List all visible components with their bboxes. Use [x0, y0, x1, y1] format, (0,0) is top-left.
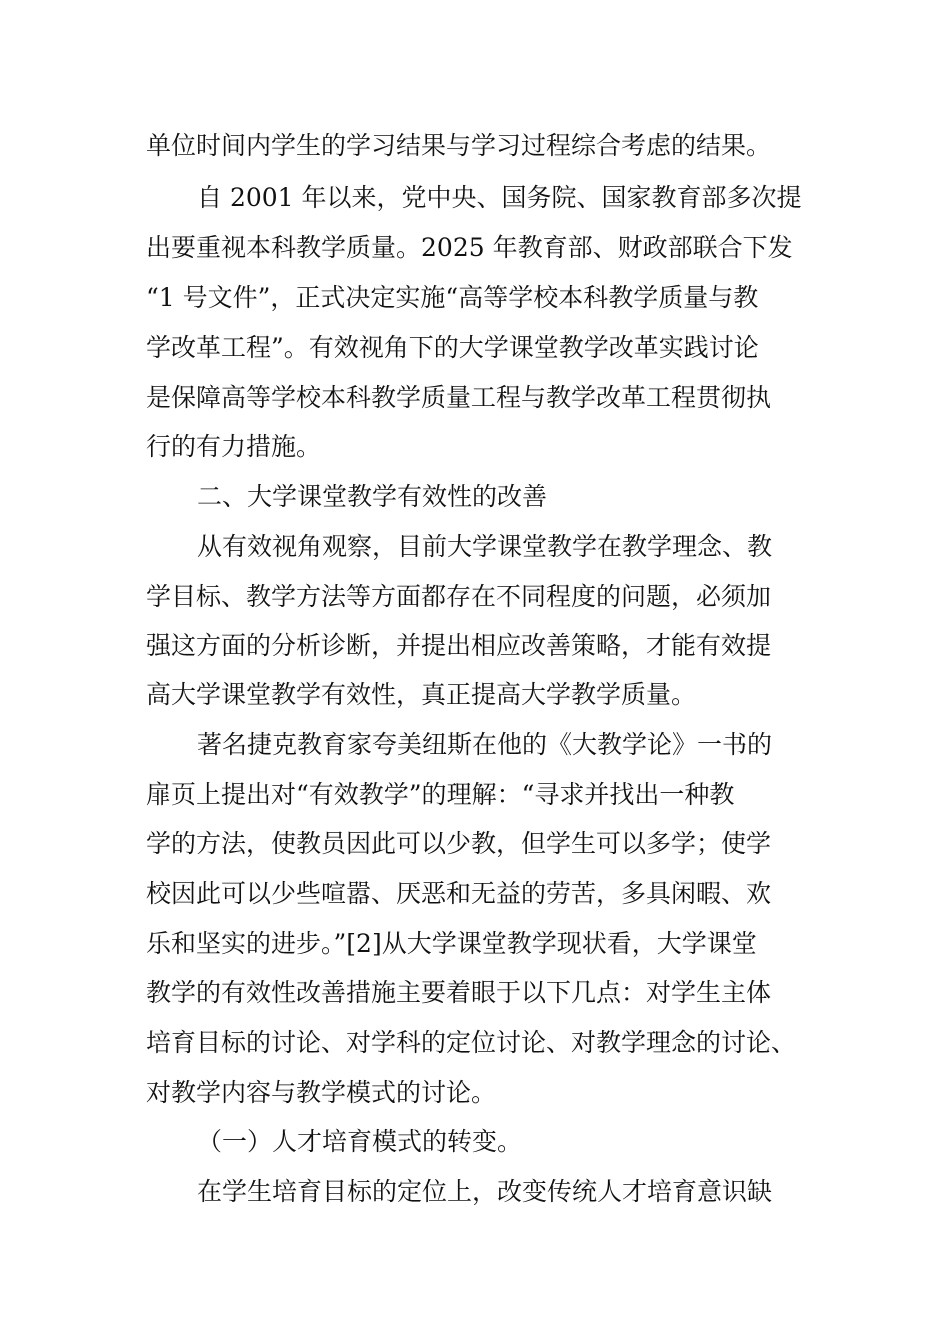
paragraph-line: 乐和坚实的进步。”[2]从大学课堂教学现状看，大学课堂 [146, 929, 757, 958]
paragraph-line: 从有效视角观察，目前大学课堂教学在教学理念、教 [197, 532, 773, 561]
paragraph-line: 教学的有效性改善措施主要着眼于以下几点：对学生主体 [146, 978, 772, 1007]
paragraph-line: 强这方面的分析诊断，并提出相应改善策略，才能有效提 [146, 631, 772, 660]
paragraph-line: 学改革工程”。有效视角下的大学课堂教学改革实践讨论 [146, 333, 759, 362]
paragraph-line: 高大学课堂教学有效性，真正提高大学教学质量。 [146, 680, 697, 709]
paragraph-line: 行的有力措施。 [146, 432, 322, 461]
paragraph-line: 在学生培育目标的定位上，改变传统人才培育意识缺 [197, 1177, 773, 1206]
paragraph-line: 对教学内容与教学模式的讨论。 [146, 1078, 497, 1107]
subsection-heading: （一）人才培育模式的转变。 [197, 1127, 523, 1156]
section-heading: 二、大学课堂教学有效性的改善 [197, 482, 548, 511]
paragraph-line: 著名捷克教育家夸美纽斯在他的《大教学论》一书的 [197, 730, 773, 759]
paragraph-line: 单位时间内学生的学习结果与学习过程综合考虑的结果。 [146, 131, 772, 160]
paragraph-line: 学的方法，使教员因此可以少教，但学生可以多学；使学 [146, 829, 772, 858]
paragraph-line: 出要重视本科教学质量。2025 年教育部、财政部联合下发 [146, 233, 793, 262]
paragraph-line: 扉页上提出对“有效教学”的理解：“寻求并找出一种教 [146, 780, 735, 809]
paragraph-line: 是保障高等学校本科教学质量工程与教学改革工程贯彻执 [146, 383, 772, 412]
paragraph-line: 自 2001 年以来，党中央、国务院、国家教育部多次提 [197, 183, 802, 212]
paragraph-line: “1 号文件”，正式决定实施“高等学校本科教学质量与教 [146, 283, 759, 312]
paragraph-line: 学目标、教学方法等方面都存在不同程度的问题，必须加 [146, 582, 772, 611]
paragraph-line: 培育目标的讨论、对学科的定位讨论、对教学理念的讨论、 [146, 1028, 797, 1057]
paragraph-line: 校因此可以少些喧嚣、厌恶和无益的劳苦，多具闲暇、欢 [146, 879, 772, 908]
